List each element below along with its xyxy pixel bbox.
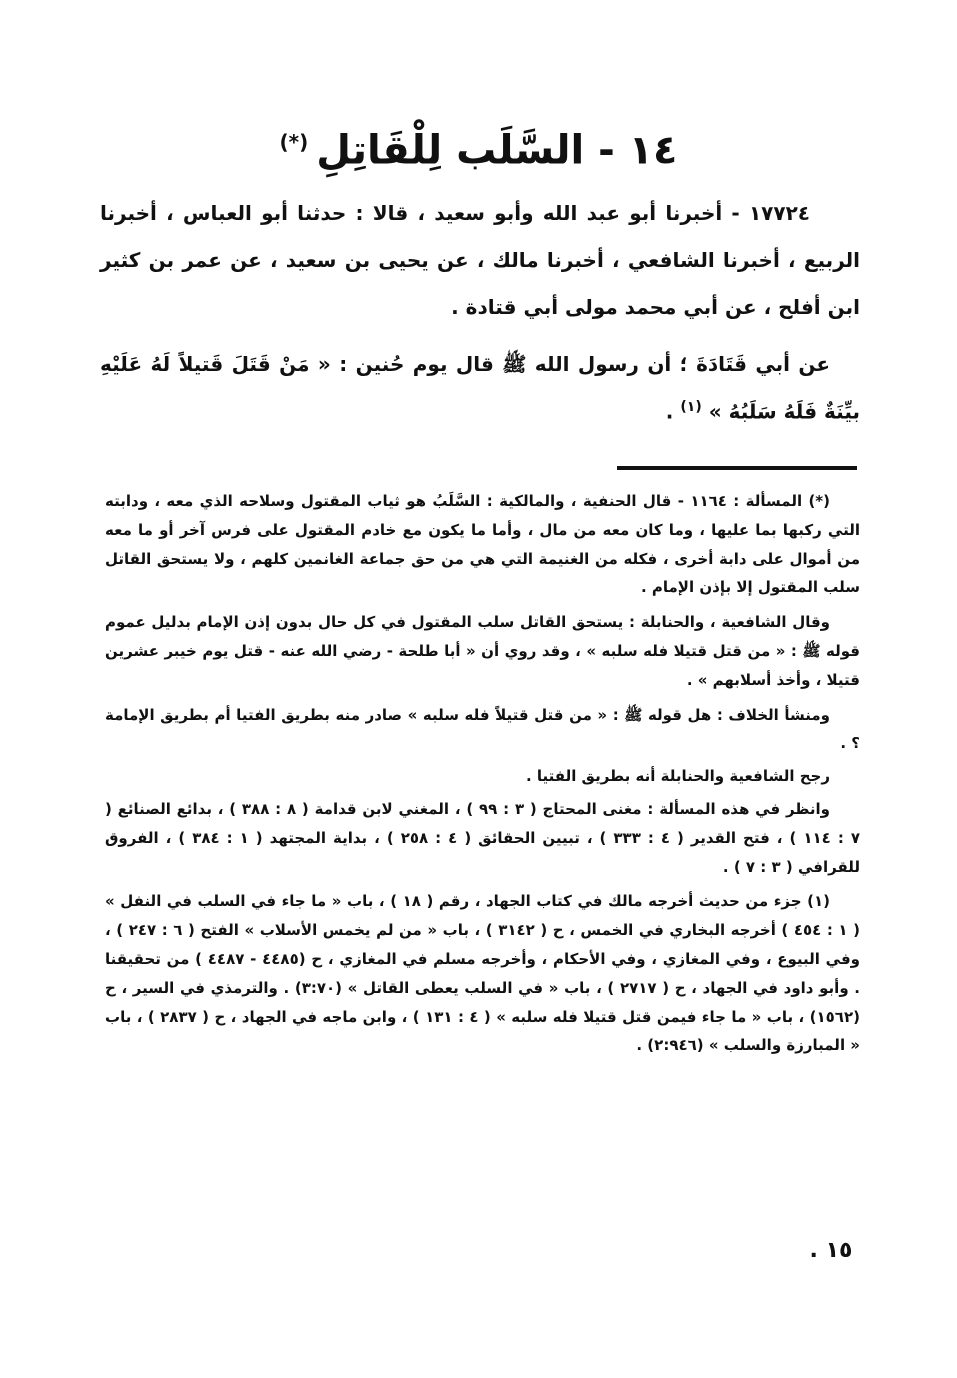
chapter-title [0, 112, 957, 180]
note-issue-hanafi-maliki: (*) المسألة : ١١٦٤ - قال الحنفية ، والمالكية : السَّلَبُ هو ثياب المقتول وسلاحه الذي معه ، ودابته التي ركبها بما عليها ، وما كان معه من مال ، وأما ما يكون مع خادم المقتول على فرس آخر أو ما معه من أموال على دابة أخرى ، فكله من الغنيمة التي هي من حق جماعة الغانمين كلهم ، ولا يستحق القاتل سلب المقتول إلا بإذن الإمام . [105, 492, 860, 597]
note-references: وانظر في هذه المسألة : مغنى المحتاج ( ٣ : ٩٩ ) ، المغني لابن قدامة ( ٨ : ٣٨٨ ) ، بدائع الصنائع ( ٧ : ١١٤ ) ، فتح القدير ( ٤ : ٣٣٣ ) ، تبيين الحقائق ( ٤ : ٢٥٨ ) ، بداية المجتهد ( ١ : ٣٨٤ ) ، الفروق للقرافي ( ٣ : ٧ ) . [105, 799, 860, 876]
note-preferred-view: رجح الشافعية والحنابلة أنه بطريق الفتيا . [525, 767, 830, 786]
note-shafii-hanbali: وقال الشافعية ، والحنابلة : يستحق القاتل سلب المقتول في كل حال بدون إذن الإمام بدليل عموم قوله ﷺ : « من قتل قتيلا فله سلبه » ، وقد روي أن « أبا طلحة - رضي الله عنه - قتل يوم خيبر عشرين قتيلا ، وأخذ أسلابهم » . [105, 613, 860, 689]
chapter-title-text: ١٤ - السَّلَب لِلْقَاتِلِ [316, 127, 678, 174]
chapter-title-footnote-marker: (*) [279, 130, 309, 154]
hadith-end: . [665, 399, 674, 424]
footnote-ref-1: (١) [680, 399, 702, 415]
footnotes [105, 487, 860, 1060]
hadith-matn: عن أبي قَتَادَةَ ؛ أن رسول الله ﷺ قال يوم حُنين : « مَنْ قَتَلَ قَتيلاً لَهُ عَلَيْهِ بيِّنَةٌ فَلَهُ سَلَبُهُ » [100, 352, 860, 424]
main-text [100, 190, 860, 434]
hadith-isnad: ١٧٧٢٤ - أخبرنا أبو عبد الله وأبو سعيد ، قالا : حدثنا أبو العباس ، أخبرنا الربيع ، أخبرنا الشافعي ، أخبرنا مالك ، عن يحيى بن سعيد ، عن عمر بن كثير ابن أفلح ، عن أبي محمد مولى أبي قتادة . [100, 201, 860, 319]
hadith-text [100, 343, 860, 434]
footnote-separator [617, 466, 857, 470]
note-hadith-takhrij: (١) جزء من حديث أخرجه مالك في كتاب الجهاد ، رقم ( ١٨ ) ، باب « ما جاء في السلب في النفل » ( ١ : ٤٥٤ ) أخرجه البخاري في الخمس ، ح ( ٣١٤٢ ) ، باب « من لم يخمس الأسلاب » الفتح ( ٦ : ٢٤٧ ) ، وفي البيوع ، وفي المغازي ، وفي الأحكام ، وأخرجه مسلم في المغازي ، ح (٤٤٨٥ - ٤٤٨٧ ) من تحقيقنا . وأبو داود في الجهاد ، ح ( ٢٧١٧ ) ، باب « في السلب يعطى القاتل » (٣:٧٠) . والترمذي في السير ، ح (١٥٦٢) ، باب « ما جاء فيمن قتل قتيلا فله سلبه » ( ٤ : ١٣١ ) ، وابن ماجه في الجهاد ، ح ( ٢٨٣٧ ) ، باب « المبارزة والسلب » (٢:٩٤٦) . [105, 892, 860, 1055]
page-number: ١٥ . [809, 1238, 853, 1263]
note-origin-of-dispute: ومنشأ الخلاف : هل قوله ﷺ : « من قتل قتيلاً فله سلبه » صادر منه بطريق الفتيا أم بطريق الإمامة ؟ . [105, 705, 860, 753]
